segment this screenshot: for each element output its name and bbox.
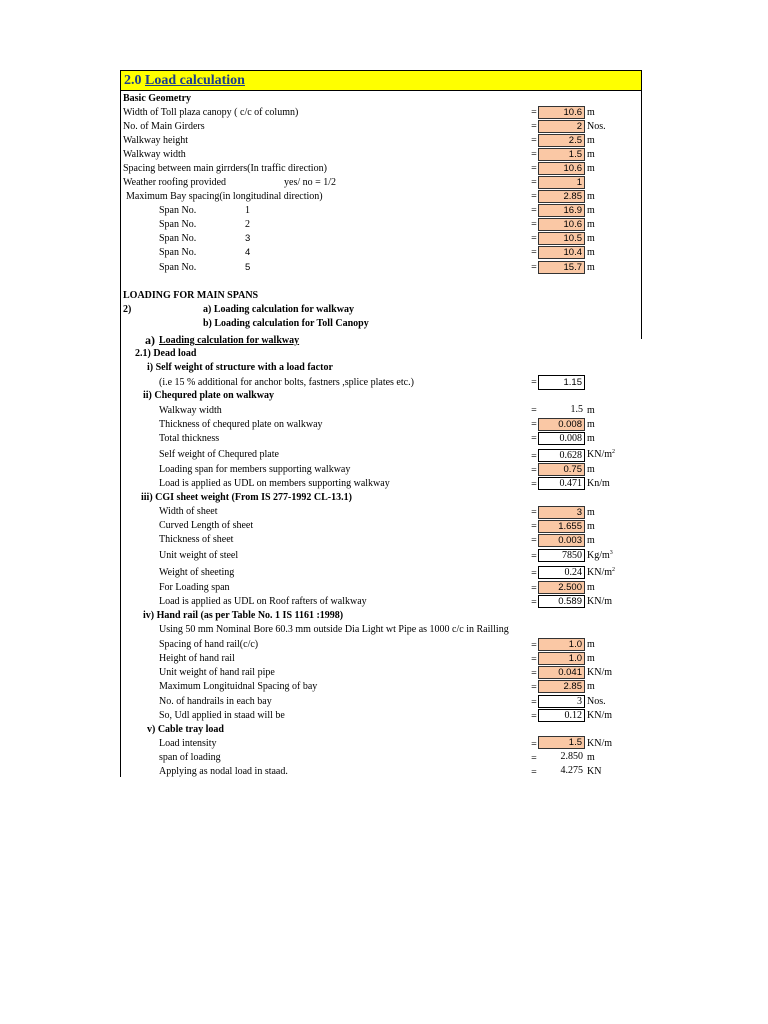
equals-sign: = (531, 191, 537, 202)
row-label: Maximum Longituidnal Spacing of bay (159, 681, 318, 692)
span-number: 2 (245, 219, 250, 230)
unit: m (587, 507, 595, 518)
span-label: Span No. (159, 262, 197, 273)
right-border (641, 91, 642, 339)
cable-tray-title: v) Cable tray load (147, 724, 224, 735)
span-number: 3 (245, 233, 251, 244)
equals-sign: = (531, 433, 537, 444)
value-cell[interactable]: 1.655 (538, 520, 585, 533)
span-number: 4 (245, 247, 251, 258)
row-label: Weather roofing provided (123, 177, 227, 188)
hand-rail-title: iv) Hand rail (as per Table No. 1 IS 1161 :1998) (143, 610, 344, 621)
unit: m (587, 681, 595, 692)
load-factor-cell[interactable]: 1.15 (538, 375, 585, 390)
unit: m (587, 582, 595, 593)
row-label: Spacing between main girrders(In traffic direction) (123, 163, 327, 174)
equals-sign: = (531, 451, 537, 462)
sub-a-title: Loading calculation for walkway (159, 335, 300, 346)
value-cell: 1.5 (570, 404, 583, 415)
value-cell: 2.850 (560, 751, 583, 762)
value-cell[interactable]: 10.5 (538, 232, 585, 245)
row-label: Load is applied as UDL on members supporting walkway (159, 478, 390, 489)
unit: m (587, 535, 595, 546)
value-cell: 0.12 (538, 709, 585, 722)
equals-sign: = (531, 419, 537, 430)
unit: m (587, 135, 595, 146)
row-label: Spacing of hand rail(c/c) (159, 639, 259, 650)
unit: KN (587, 766, 602, 777)
unit: m (587, 639, 595, 650)
unit: m (587, 233, 595, 244)
value-cell[interactable]: 0.041 (538, 666, 585, 679)
equals-sign: = (531, 697, 537, 708)
equals-sign: = (531, 479, 537, 490)
equals-sign: = (531, 163, 537, 174)
unit: m (587, 262, 595, 273)
value-cell[interactable]: 10.4 (538, 246, 585, 259)
equals-sign: = (531, 149, 537, 160)
equals-sign: = (531, 233, 537, 244)
span-label: Span No. (159, 205, 197, 216)
unit: Nos. (587, 696, 606, 707)
basic-geometry-title: Basic Geometry (123, 93, 192, 104)
unit: m (587, 247, 595, 258)
unit: m (587, 219, 595, 230)
value-cell[interactable]: 0.008 (538, 418, 585, 431)
equals-sign: = (531, 551, 537, 562)
value-cell[interactable]: 3 (538, 506, 585, 519)
equals-sign: = (531, 107, 537, 118)
equals-sign: = (531, 711, 537, 722)
value-cell[interactable]: 16.9 (538, 204, 585, 217)
equals-sign: = (531, 465, 537, 476)
value-cell[interactable]: 10.6 (538, 162, 585, 175)
row-label: Load intensity (159, 738, 217, 749)
cgi-sheet-title: iii) CGI sheet weight (From IS 277-1992 CL-13.1) (141, 492, 352, 503)
unit: m (587, 163, 595, 174)
dead-load-title: 2.1) Dead load (135, 348, 197, 359)
left-border (120, 91, 121, 777)
unit: m (587, 149, 595, 160)
unit: m (587, 464, 595, 475)
unit: $KN/m^2$ (587, 449, 615, 460)
equals-sign: = (531, 767, 537, 778)
unit: Kn/m (587, 478, 610, 489)
value-cell[interactable]: 2.85 (538, 680, 585, 693)
value-cell[interactable]: 0.75 (538, 463, 585, 476)
span-number: 5 (245, 262, 251, 273)
unit: m (587, 405, 595, 416)
unit: $KN/m^2$ (587, 567, 615, 578)
equals-sign: = (531, 654, 537, 665)
unit: Nos. (587, 121, 606, 132)
equals-sign: = (531, 219, 537, 230)
equals-sign: = (531, 507, 537, 518)
row-label: No. of handrails in each bay (159, 696, 272, 707)
value-cell: 3 (538, 695, 585, 708)
row-label: Width of sheet (159, 506, 218, 517)
unit: m (587, 205, 595, 216)
row-label: Weight of sheeting (159, 567, 235, 578)
value-cell: 7850 (538, 549, 585, 562)
section-title: 2.0 Load calculation (124, 73, 245, 88)
equals-sign: = (531, 753, 537, 764)
row-label: Total thickness (159, 433, 220, 444)
row-label: Curved Length of sheet (159, 520, 254, 531)
value-cell: 0.008 (538, 432, 585, 445)
section-header (120, 70, 642, 91)
equals-sign: = (531, 597, 537, 608)
unit: m (587, 419, 595, 430)
self-weight-note: (i.e 15 % additional for anchor bolts, fastners ,splice plates etc.) (159, 377, 414, 388)
row-label: Walkway height (123, 135, 189, 146)
row-label: span of loading (159, 752, 221, 763)
row-label: Walkway width (123, 149, 186, 160)
loading-b-label: b) Loading calculation for Toll Canopy (203, 318, 369, 329)
loading-number: 2) (123, 304, 132, 315)
row-label: For Loading span (159, 582, 230, 593)
unit: m (587, 521, 595, 532)
row-label: Applying as nodal load in staad. (159, 766, 288, 777)
equals-sign: = (531, 535, 537, 546)
equals-sign: = (531, 205, 537, 216)
hand-rail-note: Using 50 mm Nominal Bore 60.3 mm outside Dia Light wt Pipe as 1000 c/c in Railling (159, 624, 509, 635)
equals-sign: = (531, 262, 537, 273)
value-cell: 0.471 (538, 477, 585, 490)
value-cell[interactable]: 1 (538, 176, 585, 189)
value-cell[interactable]: 10.6 (538, 106, 585, 119)
row-label: So, Udl applied in staad will be (159, 710, 285, 721)
equals-sign: = (531, 682, 537, 693)
equals-sign: = (531, 121, 537, 132)
equals-sign: = (531, 521, 537, 532)
value-cell[interactable]: 1.5 (538, 736, 585, 749)
sub-a-letter: a) (145, 333, 155, 347)
equals-sign: = (531, 739, 537, 750)
row-label: Load is applied as UDL on Roof rafters of walkway (159, 596, 367, 607)
row-label: Unit weight of hand rail pipe (159, 667, 275, 678)
span-label: Span No. (159, 233, 197, 244)
row-label: No. of Main Girders (123, 121, 205, 132)
row-hint: yes/ no = 1/2 (284, 177, 337, 188)
unit: KN/m (587, 596, 612, 607)
row-label: Maximum Bay spacing(in longitudinal direction) (126, 191, 323, 202)
value-cell[interactable]: 1.5 (538, 148, 585, 161)
value-cell: 4.275 (560, 765, 583, 776)
equals-sign: = (531, 405, 537, 416)
unit: KN/m (587, 738, 612, 749)
value-cell[interactable]: 0.003 (538, 534, 585, 547)
value-cell[interactable]: 2.85 (538, 190, 585, 203)
equals-sign: = (531, 247, 537, 258)
unit: m (587, 653, 595, 664)
equals-sign: = (531, 640, 537, 651)
unit: m (587, 191, 595, 202)
equals-sign: = (531, 135, 537, 146)
equals-sign: = (531, 377, 537, 388)
row-label: Height of hand rail (159, 653, 235, 664)
row-label: Width of Toll plaza canopy ( c/c of column) (123, 107, 299, 118)
loading-title: LOADING FOR MAIN SPANS (123, 290, 259, 301)
span-label: Span No. (159, 247, 197, 258)
value-cell[interactable]: 10.6 (538, 218, 585, 231)
value-cell[interactable]: 2 (538, 120, 585, 133)
value-cell[interactable]: 2.5 (538, 134, 585, 147)
row-label: Thickness of chequred plate on walkway (159, 419, 323, 430)
self-weight-title: i) Self weight of structure with a load factor (147, 362, 333, 373)
row-label: Loading span for members supporting walkway (159, 464, 351, 475)
row-label: Walkway width (159, 405, 222, 416)
value-cell: 0.24 (538, 566, 585, 579)
chequred-plate-title: ii) Chequred plate on walkway (143, 390, 274, 401)
unit: m (587, 433, 595, 444)
unit: m (587, 752, 595, 763)
row-label: Self weight of Chequred plate (159, 449, 279, 460)
row-label: Thickness of sheet (159, 534, 234, 545)
row-label: Unit weight of steel (159, 550, 239, 561)
value-cell: 0.589 (538, 595, 585, 608)
unit: KN/m (587, 667, 612, 678)
unit: m (587, 107, 595, 118)
value-cell[interactable]: 15.7 (538, 261, 585, 274)
span-label: Span No. (159, 219, 197, 230)
unit: $Kg/m^3$ (587, 550, 613, 561)
value-cell[interactable]: 1.0 (538, 638, 585, 651)
loading-a-label: a) Loading calculation for walkway (203, 304, 354, 315)
value-cell[interactable]: 2.500 (538, 581, 585, 594)
unit: KN/m (587, 710, 612, 721)
equals-sign: = (531, 668, 537, 679)
value-cell[interactable]: 1.0 (538, 652, 585, 665)
equals-sign: = (531, 583, 537, 594)
equals-sign: = (531, 568, 537, 579)
value-cell: 0.628 (538, 449, 585, 462)
equals-sign: = (531, 177, 537, 188)
span-number: 1 (245, 205, 250, 216)
